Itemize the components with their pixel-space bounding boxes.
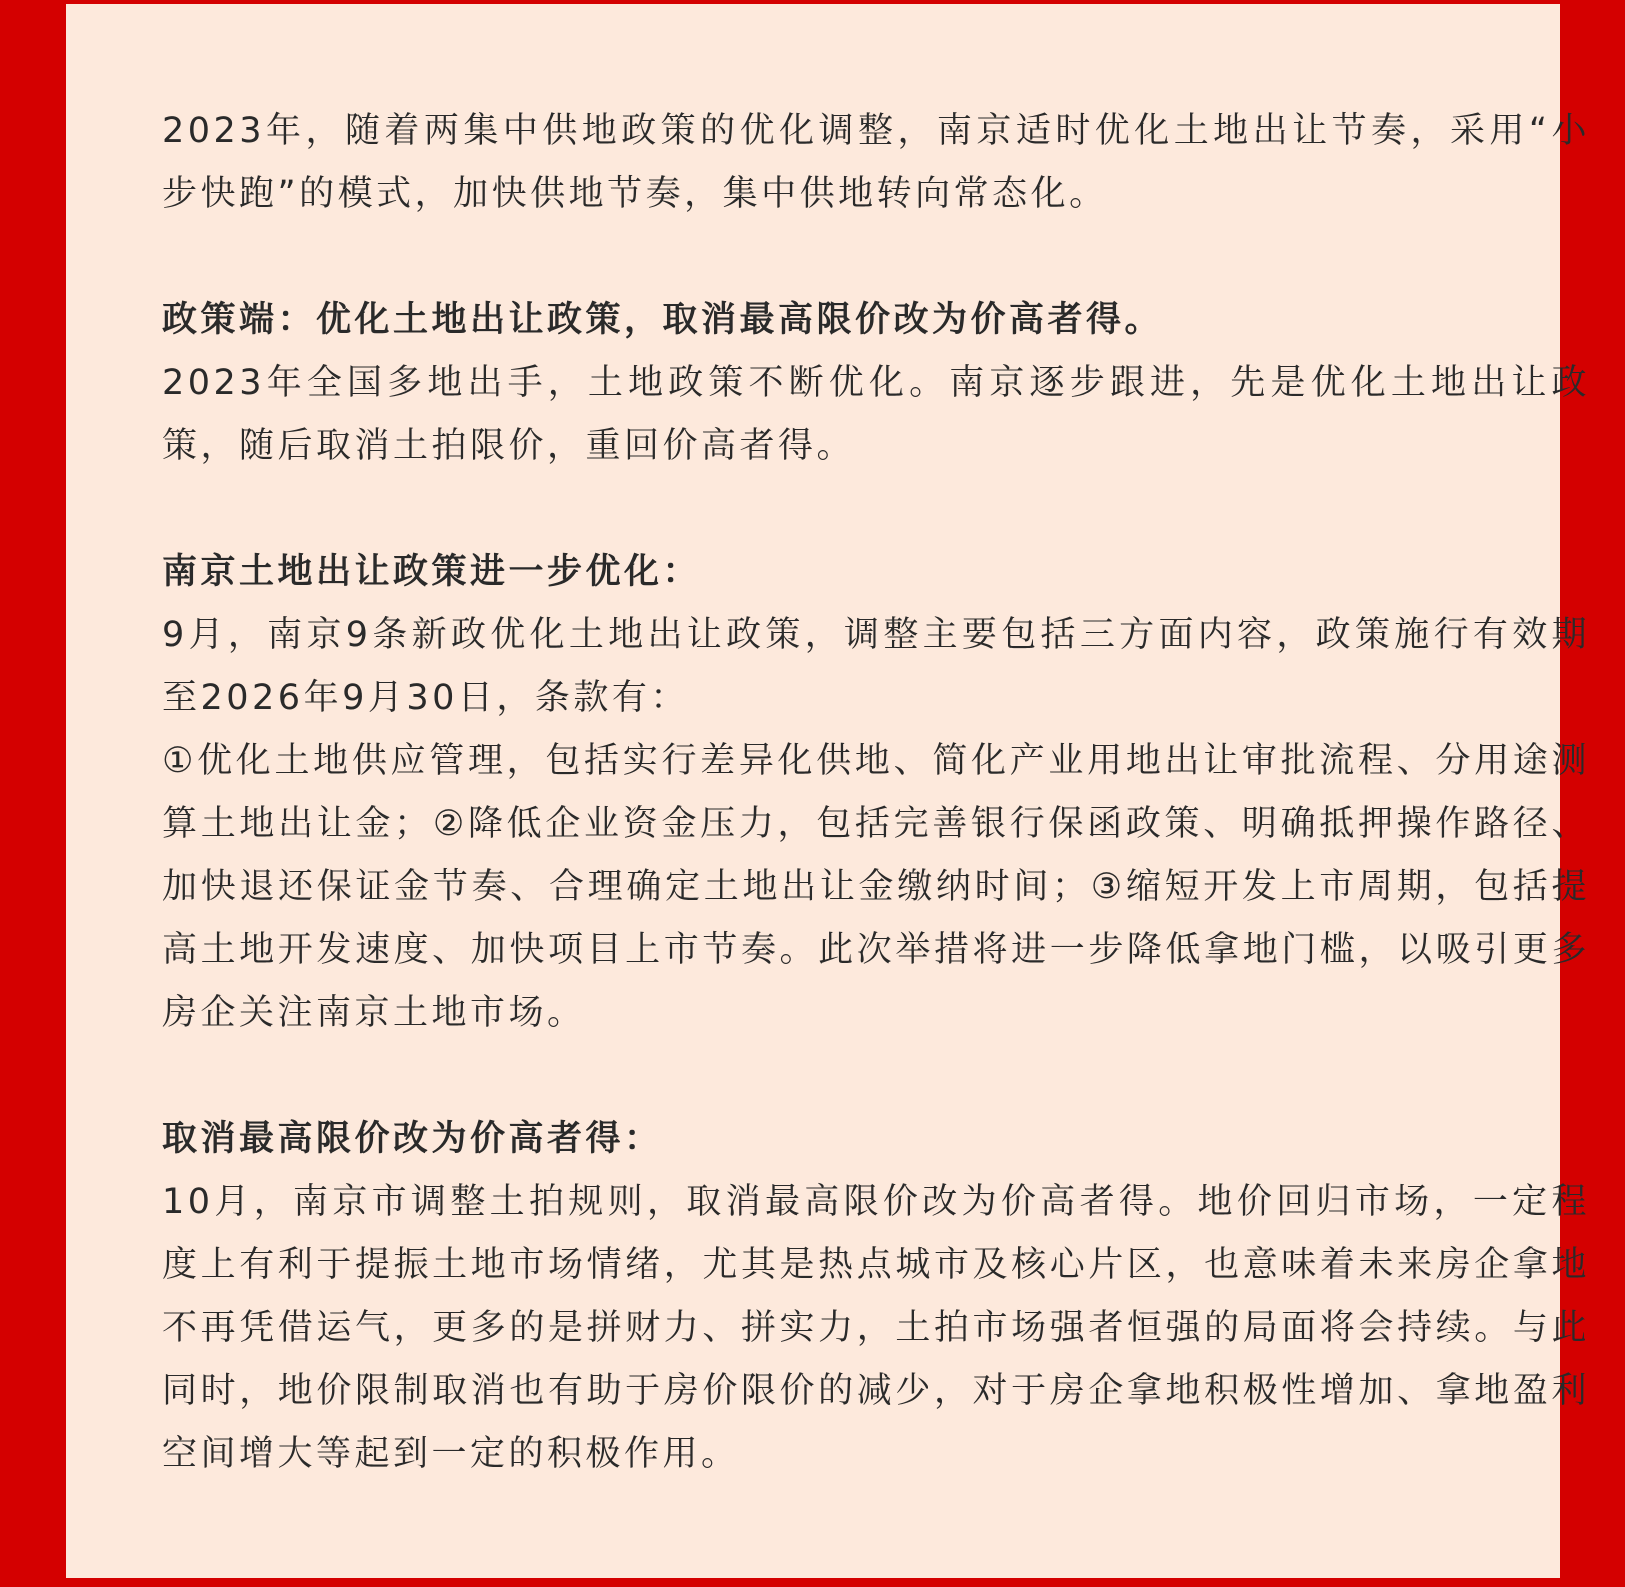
section-heading-optimization: 南京土地出让政策进一步优化： <box>162 552 702 592</box>
optimization-clauses-paragraph: ①优化土地供应管理，包括实行差异化供地、简化产业用地出让审批流程、分用途测算土地出让金；②降低企业资金压力，包括完善银行保函政策、明确抵押操作路径、加快退还保证金节奏、合理确定土地出让金缴纳时间；③缩短开发上市周期，包括提高土地开发速度、加快项目上市节奏。此次举措将进一步降低拿地门槛，以吸引更多房企关注南京土地市场。 <box>162 741 1590 1033</box>
paragraph-spacer <box>162 1045 1590 1108</box>
section-heading-price-cap: 取消最高限价改为价高者得： <box>162 1119 663 1159</box>
section-heading-policy: 政策端：优化土地出让政策，取消最高限价改为价高者得。 <box>162 300 1164 340</box>
article-content <box>162 100 1590 1486</box>
article-panel <box>66 4 1590 1578</box>
policy-paragraph: 2023年全国多地出手，土地政策不断优化。南京逐步跟进，先是优化土地出让政策，随后取消土拍限价，重回价高者得。 <box>162 363 1590 466</box>
paragraph-spacer <box>162 478 1590 541</box>
paragraph-spacer <box>162 226 1590 289</box>
optimization-paragraph: 9月，南京9条新政优化土地出让政策，调整主要包括三方面内容，政策施行有效期至2026年9月30日，条款有： <box>162 615 1590 718</box>
price-cap-paragraph: 10月，南京市调整土拍规则，取消最高限价改为价高者得。地价回归市场，一定程度上有利于提振土地市场情绪，尤其是热点城市及核心片区，也意味着未来房企拿地不再凭借运气，更多的是拼财力、拼实力，土拍市场强者恒强的局面将会持续。与此同时，地价限制取消也有助于房价限价的减少，对于房企拿地积极性增加、拿地盈利空间增大等起到一定的积极作用。 <box>162 1182 1590 1474</box>
intro-paragraph: 2023年，随着两集中供地政策的优化调整，南京适时优化土地出让节奏，采用“小步快跑”的模式，加快供地节奏，集中供地转向常态化。 <box>162 111 1590 214</box>
